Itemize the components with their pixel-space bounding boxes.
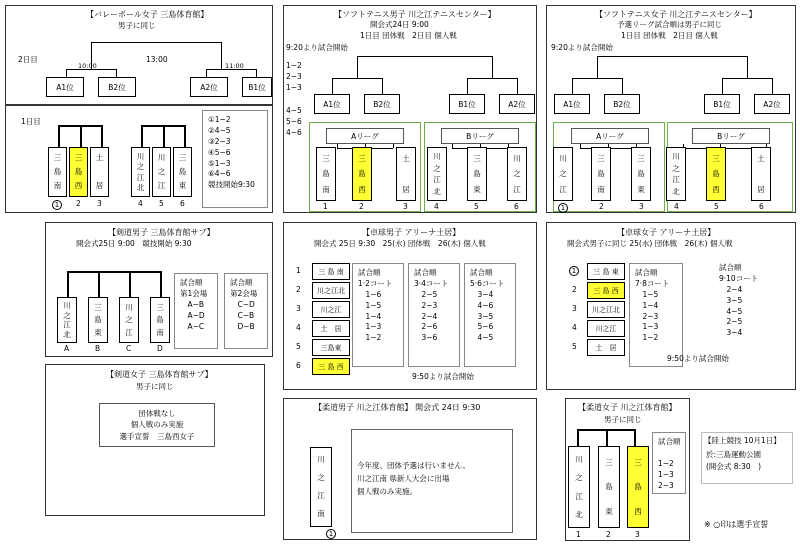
volley-school-2: 三 島 西 bbox=[69, 147, 88, 197]
softtennis-men-title: 【ソフトテニス男子 川之江テニスセンター】 bbox=[334, 10, 496, 19]
ttw-school-2: 三 島 西 bbox=[587, 282, 625, 299]
ttm-school-3: 川之江 bbox=[312, 301, 350, 318]
softtennis-women-title: 【ソフトテニス女子 川之江テニスセンター】 bbox=[595, 10, 757, 19]
volley-school-5: 川 之 江 bbox=[152, 147, 171, 197]
tt-men-col3: 試合順 5·6コート 3−4 4−6 3−5 5−6 4−5 bbox=[464, 263, 516, 367]
judo-women-sub: 男子に同じ bbox=[604, 415, 642, 424]
match-1: 1−2 bbox=[286, 61, 302, 70]
jw-school-2: 三 島 東 bbox=[598, 446, 620, 528]
km-letter-1: A bbox=[64, 344, 70, 353]
ttm-num-6: 6 bbox=[296, 361, 301, 370]
sm-school-6: 川 之 江 bbox=[507, 147, 527, 201]
sm-league-a-label: Aリーグ bbox=[326, 128, 404, 144]
jw-school-1: 川 之 江 北 bbox=[568, 446, 590, 528]
sm-num-1: 1 bbox=[323, 202, 328, 211]
time-1000: 10:00 bbox=[78, 62, 97, 70]
sw-slot-b1: B1位 bbox=[704, 94, 740, 114]
kendo-men-order1: 試合順 第1会場 A−B A−D A−C bbox=[174, 273, 218, 349]
sw-school-4: 川 之 江 北 bbox=[666, 147, 686, 201]
athletics-line2: 於:三島運動公園 bbox=[706, 450, 762, 459]
judo-men-title: 【柔道男子 川之江体育館】 開会式 24日 9:30 bbox=[314, 403, 481, 412]
ttw-num-5: 5 bbox=[572, 342, 577, 351]
sm-school-4: 川 之 江 北 bbox=[427, 147, 447, 201]
ttw-num-2: 2 bbox=[572, 285, 577, 294]
day1-label: 1日目 bbox=[21, 117, 41, 126]
ttm-school-5: 三島東 bbox=[312, 339, 350, 356]
volley-num-3: 3 bbox=[97, 199, 102, 208]
match-2: 2−3 bbox=[286, 72, 302, 81]
ttm-num-1: 1 bbox=[296, 266, 301, 275]
sw-school-6: 土 居 bbox=[751, 147, 771, 201]
sw-school-5: 三 島 西 bbox=[706, 147, 726, 201]
softtennis-men-line1: 開会式24日 9:00 bbox=[370, 20, 429, 29]
kendo-men-order2: 試合順 第2会場 C−D C−B D−B bbox=[224, 273, 268, 349]
volley-num-2: 2 bbox=[76, 199, 81, 208]
kendo-men-line1: 開会式25日 9:00 競技開始 9:30 bbox=[76, 239, 192, 248]
ttw-school-5: 土 居 bbox=[587, 339, 625, 356]
tt-women-start: 9:50より試合開始 bbox=[667, 354, 729, 363]
sw-school-1: 川 之 江 bbox=[553, 147, 573, 201]
sw-num-1: 1 bbox=[558, 203, 568, 213]
sw-num-6: 6 bbox=[759, 202, 764, 211]
athletics-line1: 【陸上競技 10月1日】 bbox=[704, 436, 781, 445]
sw-num-4: 4 bbox=[674, 202, 679, 211]
sm-slot-b1: B1位 bbox=[449, 94, 485, 114]
volleyball-title: 【バレーボール女子 三島体育館】 bbox=[86, 10, 209, 19]
match-5: 5−6 bbox=[286, 117, 302, 126]
km-school-3: 川 之 江 bbox=[119, 297, 139, 343]
tt-men-col2: 試合順 3·4コート 2−5 2−3 2−4 2−6 3−6 bbox=[408, 263, 460, 367]
jw-num-3: 3 bbox=[635, 530, 640, 539]
kendo-women-sub: 男子に同じ bbox=[136, 382, 174, 391]
km-school-1: 川 之 江 北 bbox=[57, 297, 77, 343]
ttm-school-6: 三 島 西 bbox=[312, 358, 350, 375]
softtennis-men-line2: 1日目 団体戦 2日目 個人戦 bbox=[360, 31, 457, 40]
ttw-school-4: 川之江 bbox=[587, 320, 625, 337]
sm-school-5: 三 島 東 bbox=[467, 147, 487, 201]
sw-school-2: 三 島 南 bbox=[591, 147, 611, 201]
sm-num-5: 5 bbox=[474, 202, 479, 211]
sm-school-2: 三 島 西 bbox=[352, 147, 372, 201]
tt-women-col2: 試合順 9·10コート 2−4 3−5 4−5 2−5 3−4 bbox=[719, 263, 759, 338]
sw-league-a-label: Aリーグ bbox=[571, 128, 649, 144]
kendo-men-title: 【剣道男子 三島体育館サブ】 bbox=[108, 228, 215, 237]
sw-league-b-label: Bリーグ bbox=[692, 128, 770, 144]
slot-b1: B1位 bbox=[242, 77, 272, 97]
sm-league-b-label: Bリーグ bbox=[441, 128, 519, 144]
athletics-line3: (開会式 8:30 ) bbox=[706, 462, 762, 471]
tt-women-line1: 開会式男子に同じ 25(水) 団体戦 26(木) 個人戦 bbox=[567, 239, 733, 248]
sm-num-2: 2 bbox=[359, 202, 364, 211]
volley-num-1: 1 bbox=[52, 200, 62, 210]
ttm-school-4: 土 居 bbox=[312, 320, 350, 337]
ttm-num-5: 5 bbox=[296, 342, 301, 351]
tt-women-title: 【卓球女子 アリーナ土居】 bbox=[617, 228, 716, 237]
sm-slot-a2: A2位 bbox=[499, 94, 535, 114]
sm-slot-a1: A1位 bbox=[314, 94, 350, 114]
ttm-school-1: 三 島 南 bbox=[312, 263, 350, 280]
tt-men-start: 9:50より試合開始 bbox=[412, 372, 474, 381]
sw-num-3: 3 bbox=[639, 202, 644, 211]
volleyball-panel bbox=[5, 5, 273, 105]
athletics-panel bbox=[701, 432, 793, 484]
softtennis-women-line1: 予選リーグ試合順は男子に同じ bbox=[617, 20, 722, 29]
km-letter-4: D bbox=[157, 344, 163, 353]
sw-school-3: 三 島 東 bbox=[631, 147, 651, 201]
slot-a1: A1位 bbox=[46, 77, 84, 97]
volley-school-3: 土 居 bbox=[90, 147, 109, 197]
volley-num-5: 5 bbox=[159, 199, 164, 208]
kendo-women-panel bbox=[45, 364, 265, 516]
sw-slot-a1: A1位 bbox=[554, 94, 590, 114]
sw-num-5: 5 bbox=[714, 202, 719, 211]
tabletennis-women-panel bbox=[546, 222, 796, 390]
volley-num-6: 6 bbox=[180, 199, 185, 208]
jw-num-1: 1 bbox=[576, 530, 581, 539]
match-6: 4−6 bbox=[286, 128, 302, 137]
kendo-women-note: 団体戦なし 個人戦のみ実施 選手宣誓 三島西女子 bbox=[99, 403, 215, 447]
softtennis-women-start: 9:20より試合開始 bbox=[551, 43, 613, 52]
ttw-school-3: 川之江北 bbox=[587, 301, 625, 318]
jw-school-3: 三 島 西 bbox=[627, 446, 649, 528]
volley-school-4: 川 之 江 北 bbox=[131, 147, 150, 197]
tt-men-line1: 開会式 25日 9:30 25(水) 団体戦 26(木) 個人戦 bbox=[314, 239, 486, 248]
time-1300: 13:00 bbox=[146, 55, 168, 64]
judo-men-school: 川 之 江 南 bbox=[310, 447, 332, 527]
sw-slot-a2: A2位 bbox=[754, 94, 790, 114]
oath-footnote: ※ ○印は選手宣誓 bbox=[704, 520, 769, 529]
volley-num-4: 4 bbox=[138, 199, 143, 208]
ttm-num-3: 3 bbox=[296, 304, 301, 313]
sm-num-4: 4 bbox=[434, 202, 439, 211]
km-letter-3: C bbox=[126, 344, 132, 353]
match-3: 1−3 bbox=[286, 83, 302, 92]
ttw-num-1: 1 bbox=[569, 266, 579, 276]
day2-label: 2日目 bbox=[18, 55, 38, 64]
sm-slot-b2: B2位 bbox=[364, 94, 400, 114]
ttm-num-4: 4 bbox=[296, 323, 301, 332]
ttw-school-1: 三 島 東 bbox=[587, 263, 625, 280]
volley-school-1: 三 島 南 bbox=[48, 147, 67, 197]
sm-school-3: 土 居 bbox=[396, 147, 416, 201]
slot-a2: A2位 bbox=[190, 77, 228, 97]
judo-women-title: 【柔道女子 川之江体育館】 bbox=[578, 403, 677, 412]
sw-num-2: 2 bbox=[599, 202, 604, 211]
volleyball-sub: 男子に同じ bbox=[118, 21, 156, 30]
jw-num-2: 2 bbox=[606, 530, 611, 539]
judo-women-order: 試合順 1−2 1−3 2−3 bbox=[652, 432, 686, 494]
softtennis-men-start: 9:20より試合開始 bbox=[286, 43, 348, 52]
judo-men-note: 今年度、団体予選は行いません。 川之江南 県新人大会に出場 個人戦のみ実施。 bbox=[351, 429, 513, 533]
tt-men-col1: 試合順 1·2コート 1−6 1−5 1−4 1−3 1−2 bbox=[352, 263, 404, 367]
ttm-school-2: 川之江北 bbox=[312, 282, 350, 299]
tt-men-title: 【卓球男子 アリーナ土居】 bbox=[362, 228, 461, 237]
sm-num-6: 6 bbox=[514, 202, 519, 211]
ttm-num-2: 2 bbox=[296, 285, 301, 294]
tt-women-col1: 試合順 7·8コート 1−5 1−4 2−3 1−3 1−2 bbox=[629, 263, 683, 367]
time-1100: 11:00 bbox=[225, 62, 244, 70]
volley-school-6: 三 島 東 bbox=[173, 147, 192, 197]
kendo-women-title: 【剣道女子 三島体育館サブ】 bbox=[106, 370, 213, 379]
ttw-num-4: 4 bbox=[572, 323, 577, 332]
sm-num-3: 3 bbox=[403, 202, 408, 211]
match-4: 4−5 bbox=[286, 106, 302, 115]
slot-b2: B2位 bbox=[98, 77, 136, 97]
ttw-num-3: 3 bbox=[572, 304, 577, 313]
km-letter-2: B bbox=[95, 344, 101, 353]
km-school-4: 三 島 南 bbox=[150, 297, 170, 343]
sm-school-1: 三 島 南 bbox=[316, 147, 336, 201]
sw-slot-b2: B2位 bbox=[604, 94, 640, 114]
judo-men-num: 1 bbox=[326, 529, 336, 539]
softtennis-women-line2: 1日目 団体戦 2日目 個人戦 bbox=[621, 31, 718, 40]
volleyball-order: ①1−2 ②4−5 ③2−3 ④5−6 ⑤1−3 ⑥4−6 競技開始9:30 bbox=[202, 110, 268, 208]
km-school-2: 三 島 東 bbox=[88, 297, 108, 343]
